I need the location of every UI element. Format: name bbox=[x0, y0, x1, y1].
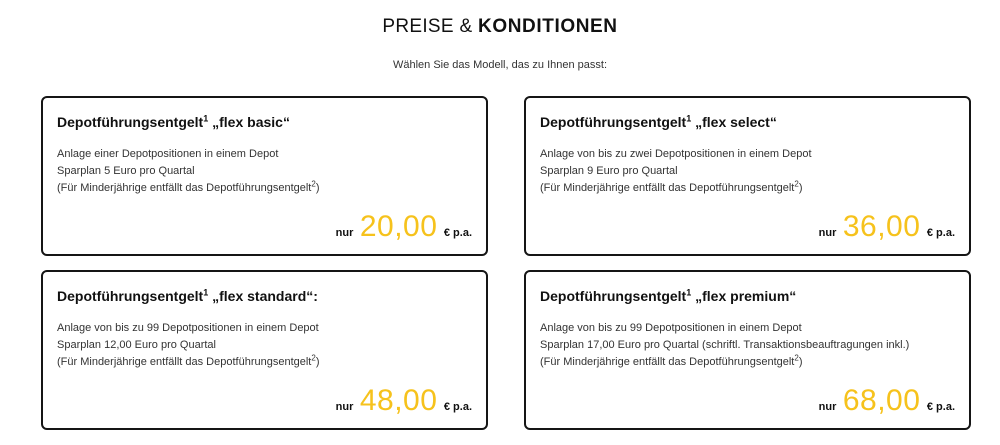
footnote-marker: 1 bbox=[686, 113, 692, 124]
price-amount: 68,00 bbox=[842, 384, 921, 417]
card-line-savings-plan: Sparplan 12,00 Euro pro Quartal bbox=[57, 339, 216, 351]
page-title bbox=[0, 16, 1000, 38]
card-line-minors bbox=[57, 180, 320, 197]
pricing-card-flex-standard[interactable] bbox=[41, 270, 488, 430]
card-title-text: Depotführungsentgelt bbox=[540, 288, 687, 304]
card-description bbox=[540, 320, 909, 371]
card-description bbox=[57, 146, 320, 197]
card-price bbox=[819, 384, 955, 418]
card-line-minors-end: ) bbox=[798, 182, 803, 194]
price-suffix: € p.a. bbox=[926, 401, 955, 413]
card-line-minors-text: (Für Minderjährige entfällt das Depotführungsentgelt bbox=[540, 356, 795, 368]
price-amount: 20,00 bbox=[359, 210, 438, 243]
card-title bbox=[57, 114, 290, 130]
footnote-marker: 2 bbox=[311, 353, 316, 363]
card-line-minors-end: ) bbox=[315, 182, 320, 194]
card-line-savings-plan: Sparplan 17,00 Euro pro Quartal (schriftl. Transaktionsbeauftragungen inkl.) bbox=[540, 339, 910, 351]
card-description bbox=[540, 146, 812, 197]
card-line-minors bbox=[57, 354, 320, 371]
price-prefix: nur bbox=[818, 227, 837, 239]
card-line-minors-end: ) bbox=[315, 356, 320, 368]
card-title bbox=[540, 288, 796, 304]
card-line-positions: Anlage von bis zu 99 Depotpositionen in einem Depot bbox=[57, 322, 319, 334]
footnote-marker: 1 bbox=[686, 287, 692, 298]
card-line-minors-text: (Für Minderjährige entfällt das Depotführungsentgelt bbox=[57, 356, 312, 368]
page-title-light: PREISE & bbox=[382, 16, 473, 37]
page-title-bold: KONDITIONEN bbox=[478, 16, 618, 37]
price-amount: 48,00 bbox=[359, 384, 438, 417]
pricing-card-flex-basic[interactable] bbox=[41, 96, 488, 256]
card-plan-name: „flex basic“ bbox=[208, 114, 290, 130]
price-prefix: nur bbox=[335, 227, 354, 239]
page-subtitle: Wählen Sie das Modell, das zu Ihnen passt: bbox=[392, 59, 607, 71]
card-line-savings-plan: Sparplan 9 Euro pro Quartal bbox=[540, 165, 678, 177]
card-line-savings-plan: Sparplan 5 Euro pro Quartal bbox=[57, 165, 195, 177]
card-plan-name: „flex standard“: bbox=[208, 288, 318, 304]
price-suffix: € p.a. bbox=[926, 227, 955, 239]
card-line-minors-text: (Für Minderjährige entfällt das Depotführungsentgelt bbox=[540, 182, 795, 194]
card-plan-name: „flex premium“ bbox=[691, 288, 797, 304]
footnote-marker: 1 bbox=[203, 287, 209, 298]
price-prefix: nur bbox=[335, 401, 354, 413]
card-price bbox=[336, 210, 472, 244]
card-title bbox=[57, 288, 318, 304]
card-line-positions: Anlage einer Depotpositionen in einem Depot bbox=[57, 148, 279, 160]
card-line-minors bbox=[540, 354, 909, 371]
card-description bbox=[57, 320, 320, 371]
footnote-marker: 2 bbox=[311, 179, 316, 189]
footnote-marker: 1 bbox=[203, 113, 209, 124]
card-title-text: Depotführungsentgelt bbox=[57, 288, 204, 304]
pricing-card-flex-premium[interactable] bbox=[524, 270, 971, 430]
card-line-positions: Anlage von bis zu 99 Depotpositionen in einem Depot bbox=[540, 322, 802, 334]
card-title bbox=[540, 114, 777, 130]
footnote-marker: 2 bbox=[794, 179, 799, 189]
card-line-minors-text: (Für Minderjährige entfällt das Depotführungsentgelt bbox=[57, 182, 312, 194]
card-price bbox=[819, 210, 955, 244]
card-line-positions: Anlage von bis zu zwei Depotpositionen in einem Depot bbox=[540, 148, 812, 160]
card-line-minors-end: ) bbox=[798, 356, 803, 368]
price-suffix: € p.a. bbox=[443, 227, 472, 239]
pricing-card-flex-select[interactable] bbox=[524, 96, 971, 256]
footnote-marker: 2 bbox=[794, 353, 799, 363]
price-prefix: nur bbox=[818, 401, 837, 413]
card-plan-name: „flex select“ bbox=[691, 114, 777, 130]
card-price bbox=[336, 384, 472, 418]
card-title-text: Depotführungsentgelt bbox=[540, 114, 687, 130]
card-line-minors bbox=[540, 180, 812, 197]
price-suffix: € p.a. bbox=[443, 401, 472, 413]
card-title-text: Depotführungsentgelt bbox=[57, 114, 204, 130]
price-amount: 36,00 bbox=[842, 210, 921, 243]
